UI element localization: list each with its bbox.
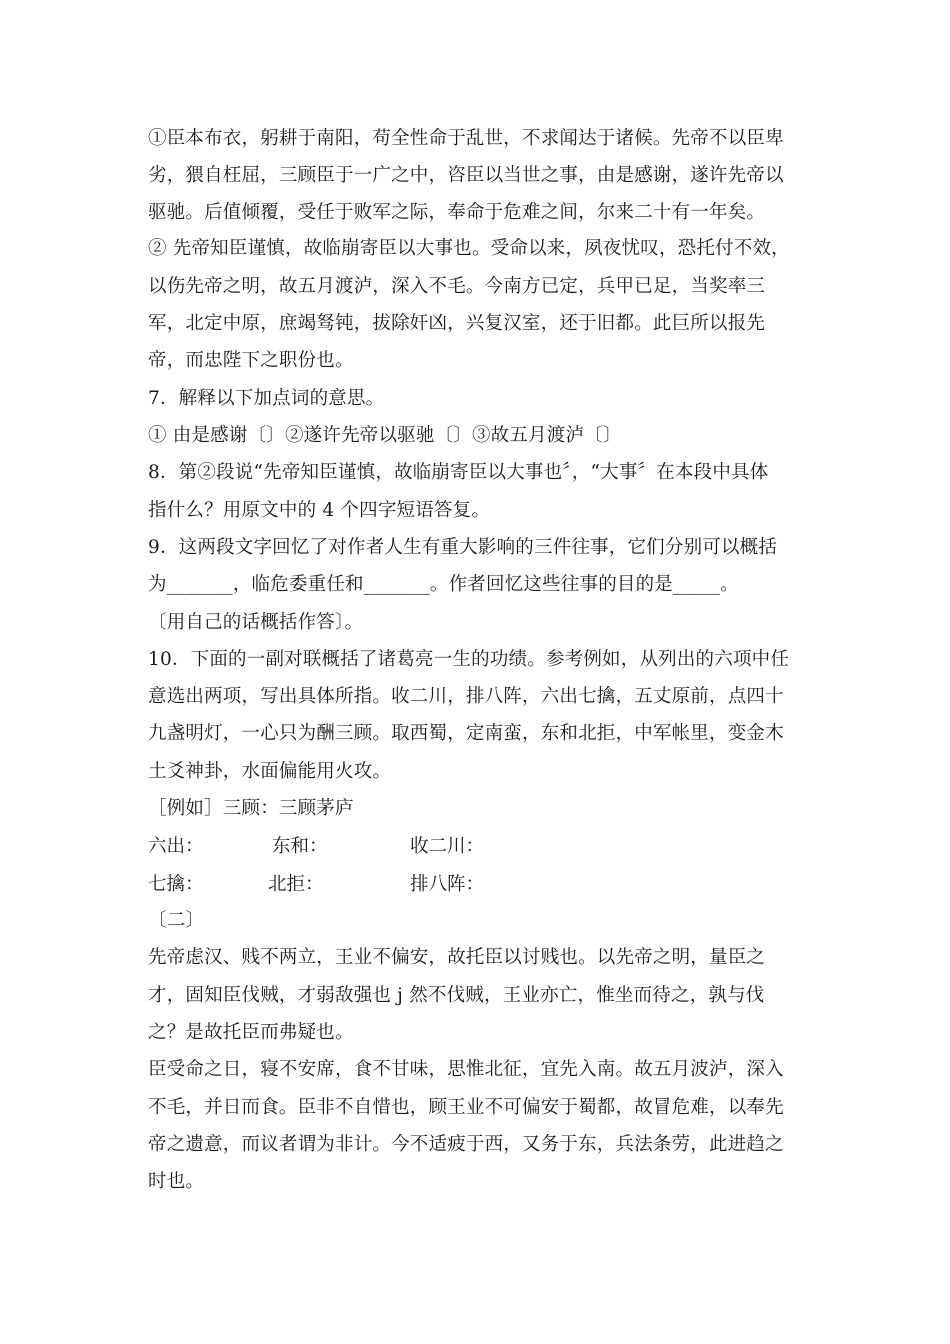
answer-row-1 xyxy=(148,836,548,858)
text-line: 以伤先帝之明，故五月渡泸，深入不毛。今南方已定，兵甲已足，当奖率三 xyxy=(148,276,766,297)
answer-label: 七擒： xyxy=(148,874,204,895)
text-line: ② 先帝知臣谨慎，故临崩寄臣以大事也。受命以来，夙夜忧叹，恐托付不效， xyxy=(148,238,790,259)
question-7-items: ① 由是感谢〔〕②遂许先帝以驱驰〔〕③故五月渡泸〔〕 xyxy=(148,425,622,446)
question-7-prompt: 7．解释以下加点词的意思。 xyxy=(148,388,385,409)
text-line: 才，固知臣伐贼，才弱敌强也 j 然不伐贼，王业亦亡，惟坐而待之，孰与伐 xyxy=(148,985,765,1006)
text-line: 先帝虑汉、贱不两立，王业不偏安，故托臣以讨贱也。以先帝之明，量臣之 xyxy=(148,947,766,968)
text-line: 之？是故托臣而弗疑也。 xyxy=(148,1022,354,1043)
answer-label: 收二川： xyxy=(410,836,485,857)
answer-row-2 xyxy=(148,874,548,896)
answer-label: 北拒： xyxy=(268,874,324,895)
question-8-line: 指什么？用原文中的 4 个四字短语答复。 xyxy=(148,500,491,521)
question-10-line: 10．下面的一副对联概括了诸葛亮一生的功绩。参考例如，从列出的六项中任 xyxy=(148,649,790,670)
answer-label: 排八阵： xyxy=(410,874,485,895)
question-10-line: 土爻神卦，水面偏能用火攻。 xyxy=(148,761,392,782)
answer-label: 东和： xyxy=(272,836,328,857)
text-line: 军，北定中原，庶竭驽钝，拔除奸凶，兴复汉室，还于旧都。此巨所以报先 xyxy=(148,313,766,334)
question-10-line: 九盏明灯，一心只为酬三顾。取西蜀，定南蛮，东和北拒，中军帐里，变金木 xyxy=(148,723,784,744)
text-line: 劣，猥自枉屈，三顾臣于一广之中，咨臣以当世之事，由是感谢，遂许先帝以 xyxy=(148,165,784,186)
text-line: 臣受命之日，寝不安席，食不甘味，思惟北征，宜先入南。故五月波泸，深入 xyxy=(148,1059,784,1080)
question-9-line: 9．这两段文字回忆了对作者人生有重大影响的三件往事，它们分别可以概括 xyxy=(148,537,778,558)
text-line: ①臣本布衣，躬耕于南阳，苟全性命于乱世，不求闻达于诸候。先帝不以臣卑 xyxy=(148,128,784,149)
answer-label: 六出： xyxy=(148,836,204,857)
question-8-line: 8．第②段说“先帝知臣谨慎，故临崩寄臣以大事也〞，“大事〞在本段中具体 xyxy=(148,462,769,483)
example-line: ［例如］三顾：三顾茅庐 xyxy=(148,798,354,819)
question-9-line: 为_______，临危委重任和_______。作者回忆这些往事的目的是_____。 xyxy=(148,574,739,595)
text-line: 不毛，并日而食。臣非不自惜也，顾王业不可偏安于蜀都，故冒危难，以奉先 xyxy=(148,1097,784,1118)
text-line: 驱驰。后值倾覆，受任于败军之际，奉命于危难之间，尔来二十有一年矣。 xyxy=(148,202,766,223)
text-line: 帝之遗意，而议者谓为非计。今不适疲于西，又务于东，兵法条劳，此进趋之 xyxy=(148,1134,784,1155)
text-line: 时也。 xyxy=(148,1171,205,1192)
section-heading: 〔二〕 xyxy=(148,910,205,931)
question-9-line: 〔用自己的话概括作答〕。 xyxy=(148,612,364,633)
text-line: 帝，而忠陛下之职份也。 xyxy=(148,350,354,371)
question-10-line: 意选出两项，写出具体所指。收二川，排八阵，六出七擒，五丈原前，点四十 xyxy=(148,686,784,707)
